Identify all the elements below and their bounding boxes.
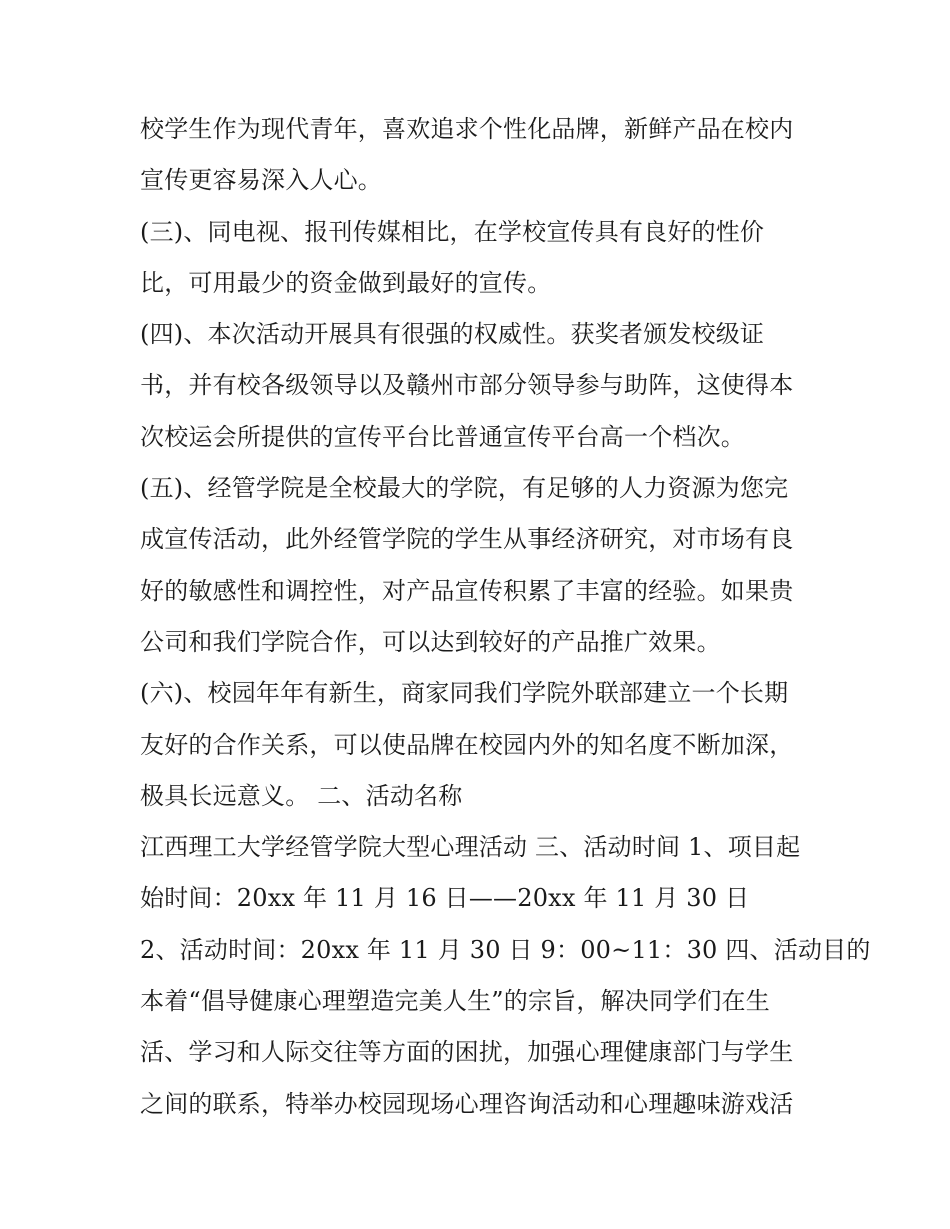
text-line: 好的敏感性和调控性，对产品宣传积累了丰富的经验。如果贵 [140, 576, 794, 605]
text-line: 次校运会所提供的宣传平台比普通宣传平台高一个档次。 [140, 422, 745, 451]
text-line: 活、学习和人际交往等方面的困扰，加强心理健康部门与学生 [140, 1038, 794, 1067]
text-line: (三)、同电视、报刊传媒相比，在学校宣传具有良好的性价 [140, 217, 765, 246]
text-line: (五)、经管学院是全校最大的学院，有足够的人力资源为您完 [140, 474, 789, 503]
text-line: 宣传更容易深入人心。 [140, 166, 382, 195]
text-line: (四)、本次活动开展具有很强的权威性。获奖者颁发校级证 [140, 320, 765, 349]
text-line: 2、活动时间：20xx 年 11 月 30 日 9：00~11：30 四、活动目的 [140, 935, 871, 964]
text-line: 之间的联系，特举办校园现场心理咨询活动和心理趣味游戏活 [140, 1089, 794, 1118]
text-line: (六)、校园年年有新生，商家同我们学院外联部建立一个长期 [140, 679, 789, 708]
text-line: 校学生作为现代青年，喜欢追求个性化品牌，新鲜产品在校内 [140, 115, 794, 143]
text-line: 公司和我们学院合作，可以达到较好的产品推广效果。 [140, 627, 721, 656]
text-line: 江西理工大学经管学院大型心理活动 三、活动时间 1、项目起 [140, 833, 801, 862]
text-line: 比，可用最少的资金做到最好的宣传。 [140, 268, 552, 297]
text-line: 本着“倡导健康心理塑造完美人生”的宗旨，解决同学们在生 [140, 987, 770, 1016]
text-line: 书，并有校各级领导以及赣州市部分领导参与助阵，这使得本 [140, 371, 794, 400]
text-line: 友好的合作关系，可以使品牌在校园内外的知名度不断加深， [140, 730, 794, 759]
text-line: 极具长远意义。 二、活动名称 [140, 781, 463, 810]
text-line: 始时间：20xx 年 11 月 16 日——20xx 年 11 月 30 日 [140, 884, 750, 913]
text-line: 成宣传活动，此外经管学院的学生从事经济研究，对市场有良 [140, 525, 794, 554]
body-text [140, 104, 871, 1130]
